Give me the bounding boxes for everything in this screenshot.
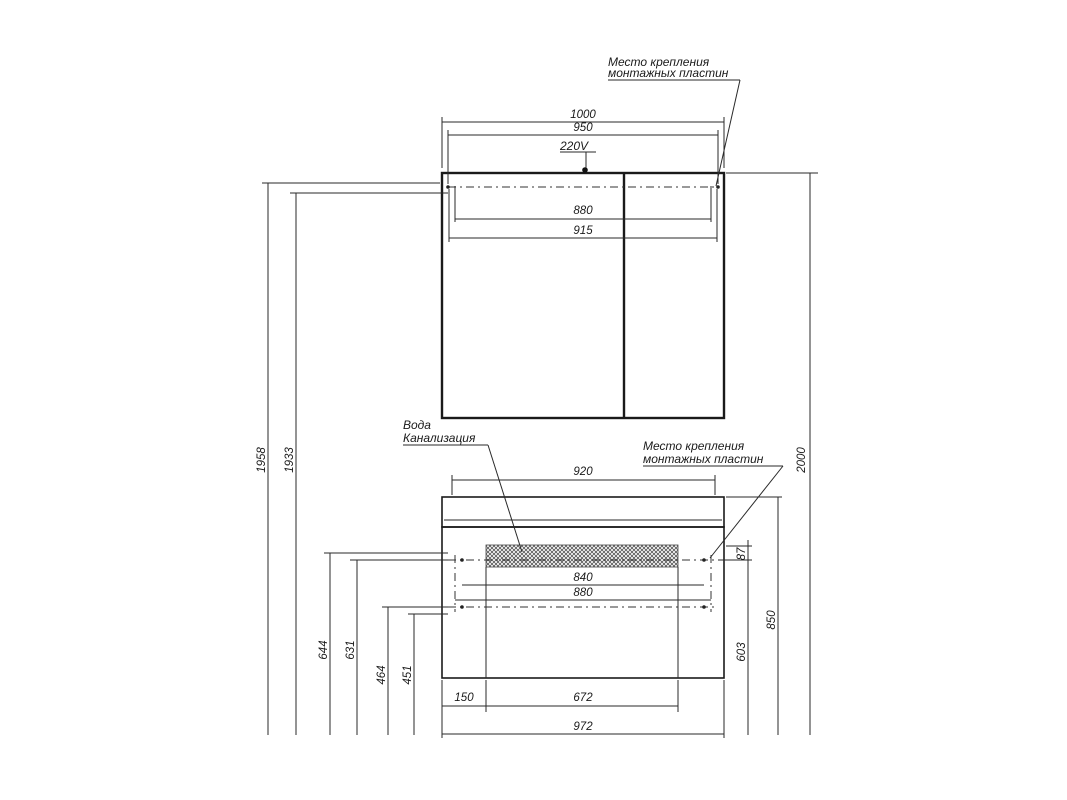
dim-150: 150 [454,692,474,704]
socket-220v-dot [582,167,588,173]
dim-950: 950 [573,122,593,134]
vanity-top-width-dims [452,466,715,495]
vanity-left-dims [318,553,448,735]
dim-2000: 2000 [796,447,808,473]
plumbing-zone [486,545,678,567]
dim-672: 672 [573,692,593,704]
dim-1000: 1000 [570,109,596,121]
dim-915: 915 [573,225,593,237]
dim-850: 850 [766,610,778,630]
vanity-right-dims [718,497,782,735]
vanity-bottom-dims [442,680,724,738]
water-label: Вода [403,418,431,432]
dim-631: 631 [345,640,357,660]
vanity-countertop [442,497,724,527]
sewer-label: Канализация [403,431,476,445]
dim-880-mirror: 880 [573,205,593,217]
mirror-mount-label-bottom: монтажных пластин [608,66,729,80]
mirror-mount-label-top: Место крепления [608,55,710,69]
voltage-label: 220V [560,139,589,153]
water-sewer-callout [403,418,522,552]
mirror-inner-dims [449,189,717,242]
dim-603: 603 [736,642,748,662]
mirror-mount-callout [608,55,740,186]
dim-464: 464 [376,665,388,685]
dim-451: 451 [402,665,414,685]
dim-1958: 1958 [256,447,268,473]
dim-1933: 1933 [284,447,296,473]
dim-880-vanity: 880 [573,587,593,599]
vanity-mount-callout [643,439,783,561]
dim-972: 972 [573,721,593,733]
vanity-inner-dims [455,572,711,600]
vanity-mount-label-bottom: монтажных пластин [643,452,764,466]
dim-87: 87 [736,547,748,561]
dim-840: 840 [573,572,593,584]
vanity-mount-label-top: Место крепления [643,439,745,453]
dim-920: 920 [573,466,593,478]
dim-644: 644 [318,640,330,660]
